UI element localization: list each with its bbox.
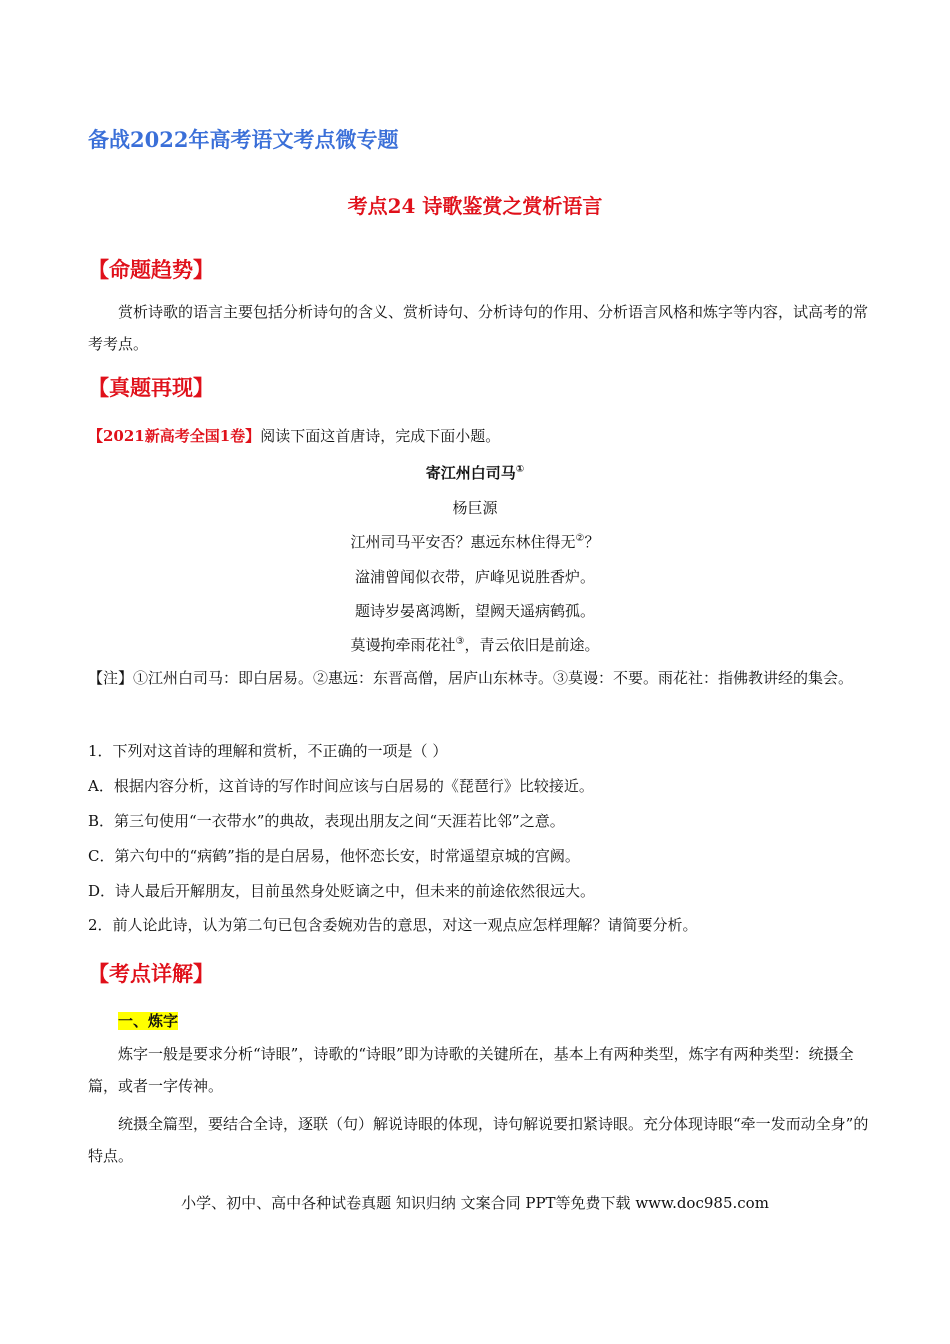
question-intro-text: 阅读下面这首唐诗，完成下面小题。 (260, 427, 501, 445)
section-heading-detail: 【考点详解】 (88, 961, 214, 986)
question-2: 2．前人论此诗，认为第二句已包含委婉劝告的意思，对这一观点应怎样理解？请简要分析。 (88, 916, 698, 934)
poem-line: 湓浦曾闻似衣带，庐峰见说胜香炉。 (354, 568, 595, 586)
page-title: 考点24 诗歌鉴赏之赏析语言 (347, 194, 603, 218)
section-heading-real: 【真题再现】 (88, 375, 214, 400)
poem-line (0, 531, 950, 552)
option-b: B．第三句使用“一衣带水”的典故，表现出朋友之间“天涯若比邻”之意。 (88, 812, 565, 830)
poem-line1-note: ② (575, 533, 585, 544)
poem-line4-b: ，青云依旧是前途。 (464, 636, 600, 654)
question-intro (88, 425, 500, 446)
poem-line1-a: 江州司马平安否？惠远东林住得无 (350, 533, 576, 551)
footer-text: 小学、初中、高中各种试卷真题 知识归纳 文案合同 PPT等免费下载 www.doc985.com (181, 1194, 769, 1212)
subheading-lianzi-text: 一、炼字 (118, 1012, 179, 1030)
poem-title (0, 462, 950, 483)
subheading-lianzi (118, 1010, 178, 1031)
poem-title-note: ① (515, 464, 525, 475)
detail-paragraph-2: 统摄全篇型，要结合全诗，逐联（句）解说诗眼的体现，诗句解说要扣紧诗眼。充分体现诗眼“牵一发而动全身”的特点。 (88, 1115, 869, 1165)
poem-line1-b: ？ (584, 533, 600, 551)
option-d: D．诗人最后开解朋友，目前虽然身处贬谪之中，但未来的前途依然很远大。 (88, 882, 596, 900)
trend-paragraph: 赏析诗歌的语言主要包括分析诗句的含义、赏析诗句、分析诗句的作用、分析语言风格和炼字等内容，试高考的常考考点。 (88, 303, 869, 353)
option-a: A．根据内容分析，这首诗的写作时间应该与白居易的《琵琶行》比较接近。 (88, 777, 594, 795)
header-title: 备战2022年高考语文考点微专题 (88, 127, 399, 152)
section-heading-trend: 【命题趋势】 (88, 257, 214, 282)
poem-line (0, 634, 950, 655)
poem-line: 题诗岁晏离鸿断，望阙天遥病鹤孤。 (354, 602, 595, 620)
option-c: C．第六句中的“病鹤”指的是白居易，他怀恋长安，时常遥望京城的宫阙。 (88, 847, 580, 865)
question-1: 1．下列对这首诗的理解和赏析，不正确的一项是（ ） (88, 742, 448, 760)
question-source: 【2021新高考全国1卷】 (88, 427, 261, 445)
poem-author: 杨巨源 (452, 499, 498, 517)
poem-title-text: 寄江州白司马 (425, 464, 516, 482)
detail-paragraph-1: 炼字一般是要求分析“诗眼”，诗歌的“诗眼”即为诗歌的关键所在，基本上有两种类型，炼字有两种类型：统摄全篇，或者一字传神。 (88, 1045, 854, 1095)
poem-line4-a: 莫谩拘牵雨花社 (350, 636, 456, 654)
poem-note: 【注】①江州白司马：即白居易。②惠远：东晋高僧，居庐山东林寺。③莫谩：不要。雨花社：指佛教讲经的集会。 (88, 669, 854, 687)
poem-line4-note: ③ (455, 636, 465, 647)
